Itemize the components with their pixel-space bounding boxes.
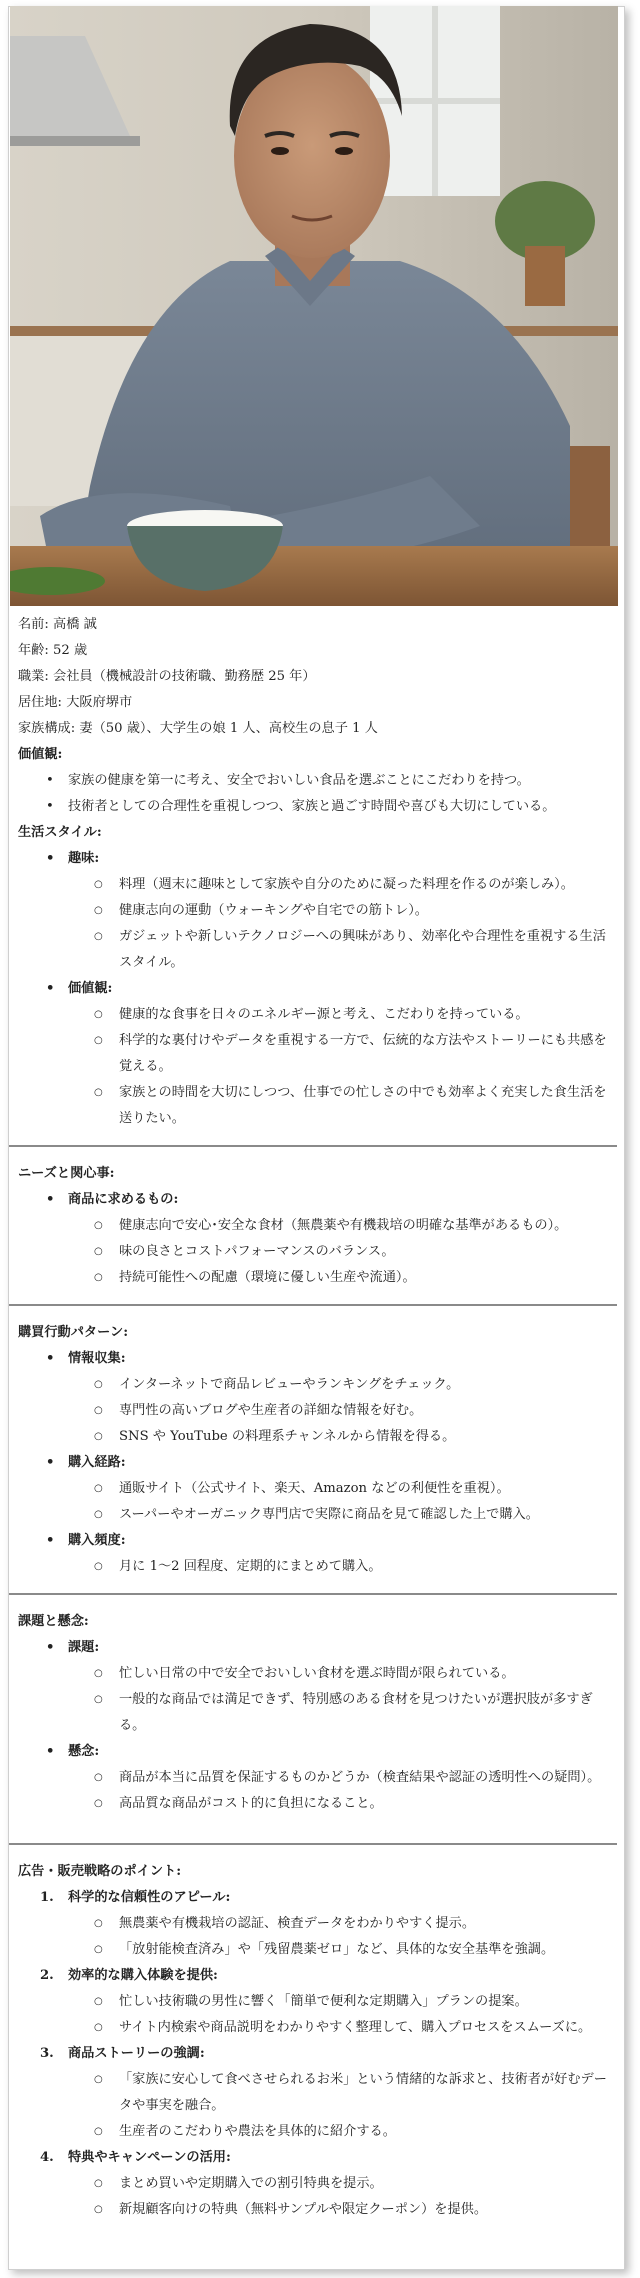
issues-heading: 課題と懸念: [18,1614,89,1629]
list-item: ○ 健康的な食事を日々のエネルギー源と考え、こだわりを持っている。 [18,1002,618,1028]
strategy-number: 2. [40,1968,54,1983]
strategy-label: 特典やキャンペーンの活用: [68,2150,231,2165]
values-heading: 価値観: [18,747,63,762]
list-item: ○ インターネットで商品レビューやランキングをチェック。 [18,1372,618,1398]
list-item: ○ 味の良さとコストパフォーマンスのバランス。 [18,1239,618,1265]
strategy-number: 1. [40,1890,54,1905]
hobby-label: • 趣味: [18,846,618,872]
divider [9,1593,617,1595]
list-item: ○ ガジェットや新しいテクノロジーへの興味があり、効率化や合理性を重視する生活スタイル。 [18,924,618,976]
info-label: • 情報収集: [18,1346,618,1372]
list-item: ○ 商品が本当に品質を保証するものかどうか（検査結果や認証の透明性への疑問）。 [18,1765,618,1791]
list-item: ○ まとめ買いや定期購入での割引特典を提示。 [18,2171,618,2197]
list-item: ○ 新規顧客向けの特典（無料サンプルや限定クーポン）を提供。 [18,2197,618,2223]
list-item: ○ 科学的な裏付けやデータを重視する一方で、伝統的な方法やストーリーにも共感を覚える。 [18,1028,618,1080]
issue-label: • 課題: [18,1635,618,1661]
needs-heading: ニーズと関心事: [18,1166,115,1181]
behavior-heading: 購買行動パターン: [18,1325,129,1340]
strategy-number: 4. [40,2150,54,2165]
strategy-item-label [18,1963,618,1989]
list-item: ○ 月に 1～2 回程度、定期的にまとめて購入。 [18,1554,618,1580]
list-item: ○ 高品質な商品がコスト的に負担になること。 [18,1791,618,1817]
list-item: ○ 料理（週末に趣味として家族や自分のために凝った料理を作るのが楽しみ）。 [18,872,618,898]
list-item: ○ 「放射能検査済み」や「残留農薬ゼロ」など、具体的な安全基準を強調。 [18,1937,618,1963]
divider [9,1843,617,1845]
profile-family: 家族構成: 妻（50 歳）、大学生の娘 1 人、高校生の息子 1 人 [18,721,378,736]
profile-age: 年齢: 52 歳 [18,643,88,658]
strategy-label: 科学的な信頼性のアピール: [68,1890,231,1905]
needs-list [18,1187,618,1291]
persona-document [18,612,618,2223]
strategy-number: 3. [40,2046,54,2061]
values-list [18,768,618,820]
issues-list [18,1635,618,1817]
list-item: ○ サイト内検索や商品説明をわかりやすく整理して、購入プロセスをスムーズに。 [18,2015,618,2041]
concern-label: • 懸念: [18,1739,618,1765]
list-item: ○ 無農薬や有機栽培の認証、検査データをわかりやすく提示。 [18,1911,618,1937]
list-item: ○ 一般的な商品では満足できず、特別感のある食材を見つけたいが選択肢が多すぎる。 [18,1687,618,1739]
divider [9,1145,617,1147]
strategy-item-label [18,2041,618,2067]
lifestyle-list [18,846,618,1132]
profile-residence: 居住地: 大阪府堺市 [18,695,133,710]
lifestyle-heading: 生活スタイル: [18,825,102,840]
strategy-item-label [18,2145,618,2171]
list-item: ○ SNS や YouTube の料理系チャンネルから情報を得る。 [18,1424,618,1450]
portrait-photo [10,6,618,606]
list-item: ○ 健康志向の運動（ウォーキングや自宅での筋トレ）。 [18,898,618,924]
list-item: ○ 忙しい技術職の男性に響く「簡単で便利な定期購入」プランの提案。 [18,1989,618,2015]
list-item: ○ 持続可能性への配慮（環境に優しい生産や流通）。 [18,1265,618,1291]
strategy-label: 効率的な購入体験を提供: [68,1968,218,1983]
list-item: ○ 健康志向で安心･安全な食材（無農薬や有機栽培の明確な基準があるもの）。 [18,1213,618,1239]
list-item: • 技術者としての合理性を重視しつつ、家族と過ごす時間や喜びも大切にしている。 [18,794,618,820]
list-item: ○ 生産者のこだわりや農法を具体的に紹介する。 [18,2119,618,2145]
frequency-label: • 購入頻度: [18,1528,618,1554]
list-item: ○ スーパーやオーガニック専門店で実際に商品を見て確認した上で購入。 [18,1502,618,1528]
list-item: ○ 家族との時間を大切にしつつ、仕事での忙しさの中でも効率よく充実した食生活を送りたい。 [18,1080,618,1132]
lifestyle-values-label: • 価値観: [18,976,618,1002]
strategy-heading: 広告・販売戦略のポイント: [18,1864,182,1879]
list-item: ○ 専門性の高いブログや生産者の詳細な情報を好む。 [18,1398,618,1424]
list-item: • 家族の健康を第一に考え、安全でおいしい食品を選ぶことにこだわりを持つ。 [18,768,618,794]
behavior-list [18,1346,618,1580]
list-item: ○ 「家族に安心して食べさせられるお米」という情緒的な訴求と、技術者が好むデータや事実を融合。 [18,2067,618,2119]
route-label: • 購入経路: [18,1450,618,1476]
divider [9,1304,617,1306]
profile-job: 職業: 会社員（機械設計の技術職、勤務歴 25 年） [18,669,316,684]
profile-name: 名前: 高橋 誠 [18,617,97,632]
list-item: ○ 通販サイト（公式サイト、楽天、Amazon などの利便性を重視）。 [18,1476,618,1502]
strategy-label: 商品ストーリーの強調: [68,2046,205,2061]
needs-label: • 商品に求めるもの: [18,1187,618,1213]
strategy-list [18,1885,618,2223]
strategy-item-label [18,1885,618,1911]
list-item: ○ 忙しい日常の中で安全でおいしい食材を選ぶ時間が限られている。 [18,1661,618,1687]
